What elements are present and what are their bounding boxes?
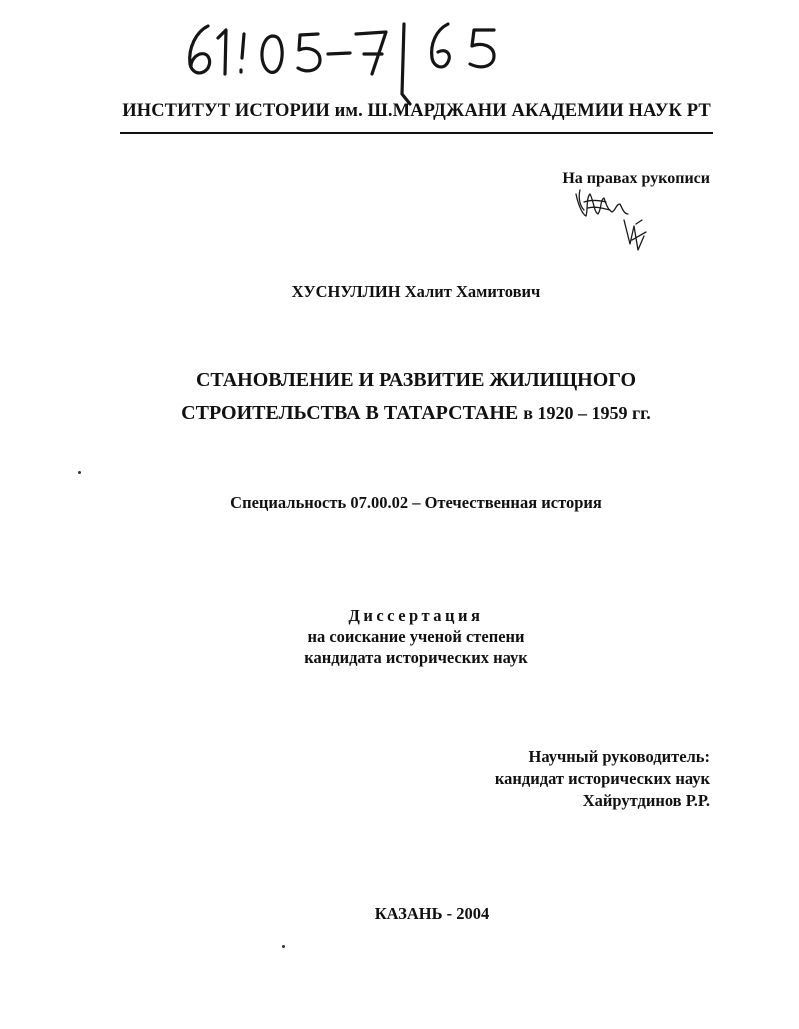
header-divider [120, 132, 713, 134]
manuscript-rights-notice: На правах рукописи [562, 170, 710, 187]
supervisor-degree: кандидат исторических наук [494, 769, 710, 788]
specialty-line: Специальность 07.00.02 – Отечественная история [230, 493, 602, 512]
dissertation-field-line: кандидата исторических наук [304, 648, 528, 667]
handwritten-signature [572, 180, 662, 260]
title-line-2-dates: в 1920 – 1959 гг. [523, 403, 651, 423]
author-name: ХУСНУЛЛИН Халит Хамитович [291, 282, 541, 301]
scan-speck [282, 945, 285, 948]
title-line-2-main: СТРОИТЕЛЬСТВА В ТАТАРСТАНЕ [181, 402, 519, 424]
dissertation-degree-line: на соискание ученой степени [307, 627, 525, 646]
institute-header: ИНСТИТУТ ИСТОРИИ им. Ш.МАРДЖАНИ АКАДЕМИИ НАУК РТ [122, 101, 711, 121]
dissertation-block [0, 605, 799, 668]
dissertation-title [0, 364, 799, 430]
handwritten-catalog-code [178, 8, 538, 108]
supervisor-label: Научный руководитель: [528, 747, 710, 766]
city-year: КАЗАНЬ - 2004 [374, 904, 490, 923]
title-line-1: СТАНОВЛЕНИЕ И РАЗВИТИЕ ЖИЛИЩНОГО [195, 369, 637, 391]
signature-drawing [572, 180, 662, 260]
handwritten-code-drawing [178, 8, 538, 108]
dissertation-heading: Диссертация [348, 606, 484, 625]
supervisor-block [495, 746, 710, 812]
title-line-2 [0, 397, 799, 430]
scan-speck [78, 471, 81, 474]
supervisor-name: Хайрутдинов Р.Р. [582, 791, 710, 810]
